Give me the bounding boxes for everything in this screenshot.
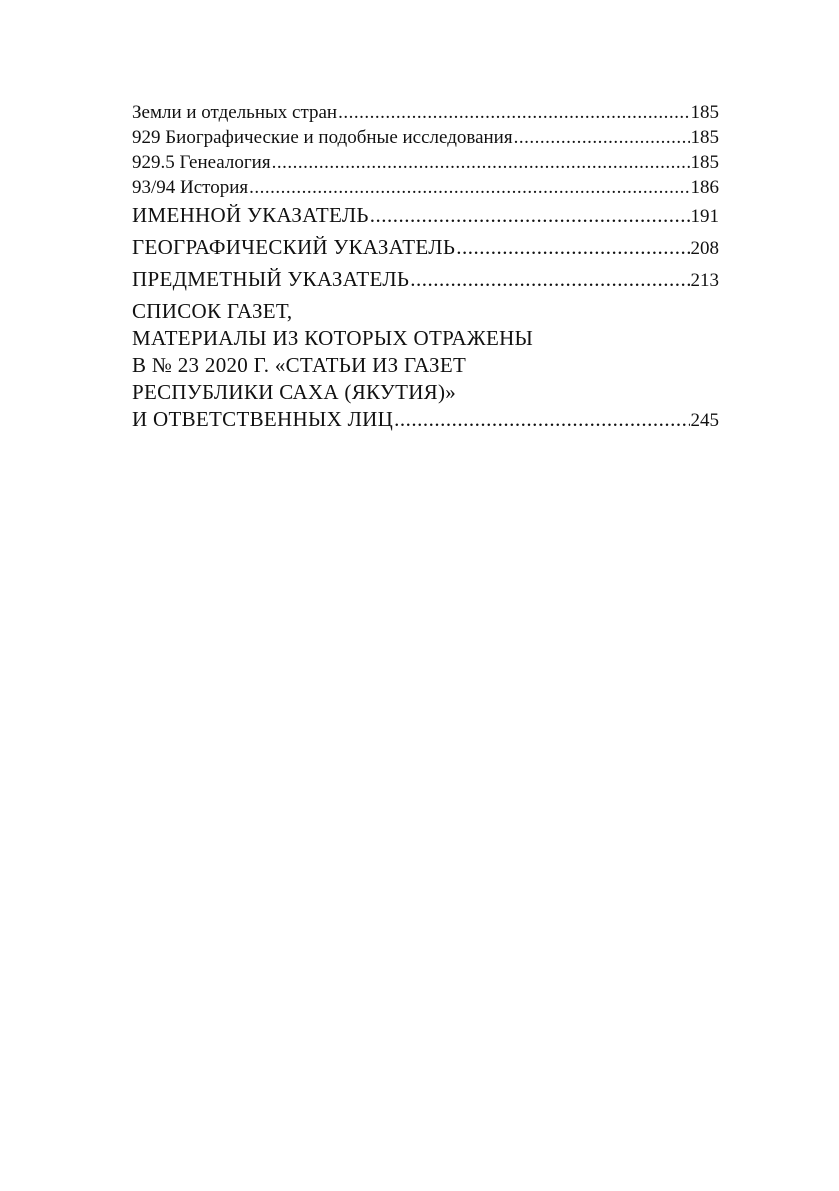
toc-major-title: ПРЕДМЕТНЫЙ УКАЗАТЕЛЬ xyxy=(132,267,410,291)
dot-leader xyxy=(249,175,689,200)
dot-leader xyxy=(394,406,689,433)
toc-entry-title: 929 Биографические и подобные исследования xyxy=(132,127,513,148)
toc-major-entry xyxy=(132,200,719,232)
toc-entry xyxy=(132,175,719,200)
dot-leader xyxy=(272,150,690,175)
toc-newspapers-last-row xyxy=(132,406,719,434)
toc-major-entry xyxy=(132,264,719,296)
toc-entry-page: 185 xyxy=(690,127,719,148)
toc-newspapers-entry xyxy=(132,298,719,434)
dot-leader xyxy=(514,125,690,150)
toc-entry-title: 93/94 История xyxy=(132,177,249,198)
toc-entry xyxy=(132,150,719,175)
toc-major-page: 191 xyxy=(690,206,719,227)
dot-leader xyxy=(456,232,689,262)
toc-newspapers-line: РЕСПУБЛИКИ САХА (ЯКУТИЯ)» xyxy=(132,380,457,404)
table-of-contents xyxy=(132,100,719,434)
dot-leader xyxy=(410,264,689,294)
toc-entry-title: Земли и отдельных стран xyxy=(132,102,338,123)
toc-entry-page: 186 xyxy=(690,177,719,198)
toc-entry-page: 185 xyxy=(690,152,719,173)
toc-newspapers-line: МАТЕРИАЛЫ ИЗ КОТОРЫХ ОТРАЖЕНЫ xyxy=(132,326,534,350)
toc-entry-title: 929.5 Генеалогия xyxy=(132,152,271,173)
toc-newspapers-line: СПИСОК ГАЗЕТ, xyxy=(132,299,293,323)
toc-major-page: 208 xyxy=(690,238,719,259)
toc-newspapers-page: 245 xyxy=(690,410,719,431)
toc-major-title: ГЕОГРАФИЧЕСКИЙ УКАЗАТЕЛЬ xyxy=(132,235,456,259)
toc-newspapers-line: В № 23 2020 Г. «СТАТЬИ ИЗ ГАЗЕТ xyxy=(132,353,467,377)
toc-major-title: ИМЕННОЙ УКАЗАТЕЛЬ xyxy=(132,203,369,227)
toc-major-page: 213 xyxy=(690,270,719,291)
dot-leader xyxy=(370,200,690,230)
toc-major-entry xyxy=(132,232,719,264)
toc-newspapers-last-line: И ОТВЕТСТВЕННЫХ ЛИЦ xyxy=(132,407,394,431)
toc-entry-page: 185 xyxy=(690,102,719,123)
toc-entry xyxy=(132,125,719,150)
toc-entry xyxy=(132,100,719,125)
dot-leader xyxy=(338,100,689,125)
